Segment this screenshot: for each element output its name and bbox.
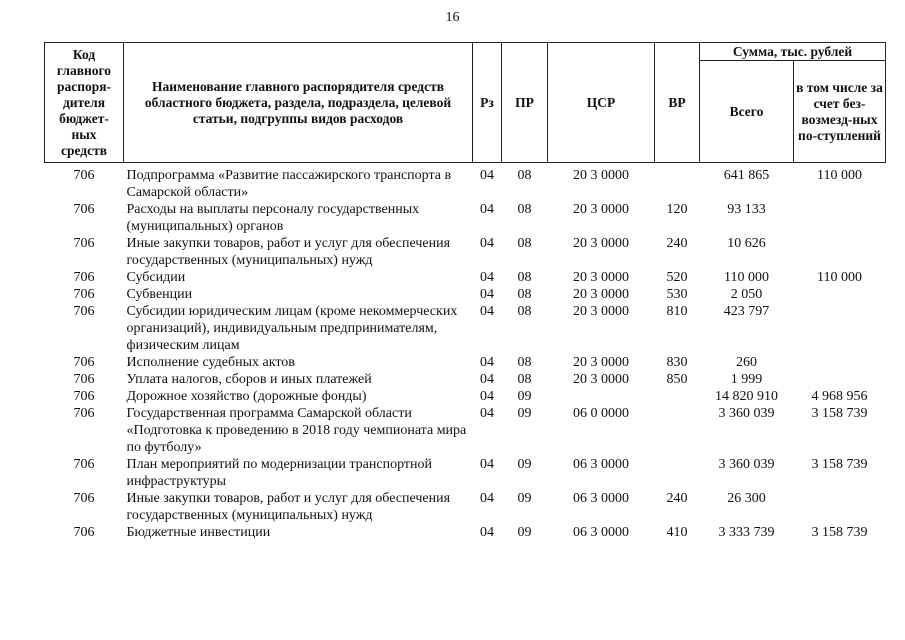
cell-vr: 830 bbox=[666, 355, 688, 370]
cell-name: Бюджетные инвестиции bbox=[126, 525, 271, 540]
cell-total: 423 797 bbox=[723, 304, 770, 319]
cell-vr bbox=[655, 456, 700, 490]
cell-total: 3 360 039 bbox=[718, 457, 775, 472]
cell-pr: 09 bbox=[517, 406, 532, 421]
table-body bbox=[45, 163, 886, 542]
cell-free: 3 158 739 bbox=[811, 406, 868, 421]
header-total: Всего bbox=[700, 61, 794, 163]
cell-code: 706 bbox=[73, 304, 95, 319]
table-row bbox=[45, 388, 886, 405]
cell-code: 706 bbox=[73, 168, 95, 183]
header-name: Наименование главного распорядителя средств областного бюджета, раздела, подраздела, целевой статьи, подгруппы видов расходов bbox=[124, 43, 473, 163]
cell-total: 2 050 bbox=[730, 287, 763, 302]
cell-csr: 20 3 0000 bbox=[573, 372, 629, 387]
cell-code: 706 bbox=[73, 355, 95, 370]
cell-rz: 04 bbox=[480, 491, 494, 506]
cell-rz: 04 bbox=[480, 525, 494, 540]
cell-csr: 06 3 0000 bbox=[573, 457, 629, 472]
cell-vr: 530 bbox=[666, 287, 688, 302]
cell-free bbox=[794, 201, 886, 235]
cell-name: Дорожное хозяйство (дорожные фонды) bbox=[126, 389, 367, 404]
header-sum-group: Сумма, тыс. рублей bbox=[700, 43, 886, 61]
cell-csr: 20 3 0000 bbox=[573, 355, 629, 370]
cell-csr bbox=[548, 388, 655, 405]
cell-free bbox=[794, 286, 886, 303]
cell-pr: 08 bbox=[517, 236, 532, 251]
cell-pr: 09 bbox=[517, 389, 532, 404]
cell-csr: 20 3 0000 bbox=[573, 287, 629, 302]
cell-total: 93 133 bbox=[727, 202, 766, 217]
cell-csr: 06 0 0000 bbox=[573, 406, 629, 421]
cell-csr: 06 3 0000 bbox=[573, 491, 629, 506]
cell-vr bbox=[655, 163, 700, 202]
cell-free: 3 158 739 bbox=[811, 457, 868, 472]
cell-vr: 240 bbox=[666, 491, 688, 506]
cell-name: Подпрограмма «Развитие пассажирского транспорта в Самарской области» bbox=[126, 168, 452, 200]
cell-name: Субсидии юридическим лицам (кроме некоммерческих организаций), индивидуальным предпринимателям, физическим лицам bbox=[126, 304, 458, 353]
cell-code: 706 bbox=[73, 457, 95, 472]
cell-name: Расходы на выплаты персоналу государственных (муниципальных) органов bbox=[126, 202, 420, 234]
cell-total: 3 360 039 bbox=[718, 406, 775, 421]
header-csr: ЦСР bbox=[548, 43, 655, 163]
table-row bbox=[45, 163, 886, 202]
cell-total: 641 865 bbox=[723, 168, 770, 183]
cell-vr bbox=[655, 405, 700, 456]
table-row bbox=[45, 201, 886, 235]
cell-free: 110 000 bbox=[817, 270, 862, 285]
cell-pr: 08 bbox=[517, 202, 532, 217]
header-pr: ПР bbox=[502, 43, 548, 163]
cell-code: 706 bbox=[73, 389, 95, 404]
cell-pr: 08 bbox=[517, 304, 532, 319]
cell-csr: 20 3 0000 bbox=[573, 202, 629, 217]
cell-free bbox=[794, 354, 886, 371]
cell-name: Исполнение судебных актов bbox=[126, 355, 295, 370]
cell-csr: 20 3 0000 bbox=[573, 236, 629, 251]
cell-csr: 20 3 0000 bbox=[573, 270, 629, 285]
cell-name: Субсидии bbox=[126, 270, 186, 285]
table-row bbox=[45, 269, 886, 286]
cell-vr: 240 bbox=[666, 236, 688, 251]
cell-total: 3 333 739 bbox=[718, 525, 775, 540]
cell-rz: 04 bbox=[480, 202, 494, 217]
cell-total: 260 bbox=[736, 355, 757, 370]
cell-rz: 04 bbox=[480, 457, 494, 472]
cell-code: 706 bbox=[73, 270, 95, 285]
cell-csr: 20 3 0000 bbox=[573, 168, 629, 183]
cell-rz: 04 bbox=[480, 270, 494, 285]
table-row bbox=[45, 235, 886, 269]
cell-name: Государственная программа Самарской области «Подготовка к проведению в 2018 году чемпионата мира по футболу» bbox=[126, 406, 467, 455]
page-number: 16 bbox=[445, 10, 460, 25]
budget-table bbox=[44, 42, 886, 541]
cell-rz: 04 bbox=[480, 389, 494, 404]
cell-rz: 04 bbox=[480, 372, 494, 387]
header-rz: Рз bbox=[473, 43, 502, 163]
table-row bbox=[45, 490, 886, 524]
cell-free: 3 158 739 bbox=[811, 525, 868, 540]
cell-pr: 08 bbox=[517, 168, 532, 183]
cell-free bbox=[794, 303, 886, 354]
cell-free bbox=[794, 235, 886, 269]
cell-rz: 04 bbox=[480, 168, 494, 183]
cell-vr: 520 bbox=[666, 270, 688, 285]
cell-vr: 120 bbox=[666, 202, 688, 217]
cell-name: Иные закупки товаров, работ и услуг для обеспечения государственных (муниципальных) нужд bbox=[126, 491, 451, 523]
cell-rz: 04 bbox=[480, 236, 494, 251]
cell-total: 14 820 910 bbox=[715, 389, 778, 404]
cell-rz: 04 bbox=[480, 287, 494, 302]
cell-name: Иные закупки товаров, работ и услуг для обеспечения государственных (муниципальных) нужд bbox=[126, 236, 451, 268]
cell-csr: 06 3 0000 bbox=[573, 525, 629, 540]
cell-free bbox=[794, 371, 886, 388]
cell-free bbox=[794, 490, 886, 524]
table-row bbox=[45, 303, 886, 354]
cell-code: 706 bbox=[73, 202, 95, 217]
cell-csr: 20 3 0000 bbox=[573, 304, 629, 319]
cell-pr: 08 bbox=[517, 270, 532, 285]
header-code: Код главного распоря-дителя бюджет-ных средств bbox=[45, 43, 124, 163]
cell-name: Уплата налогов, сборов и иных платежей bbox=[126, 372, 372, 387]
cell-pr: 08 bbox=[517, 355, 532, 370]
cell-code: 706 bbox=[73, 491, 95, 506]
cell-vr: 810 bbox=[666, 304, 688, 319]
cell-code: 706 bbox=[73, 236, 95, 251]
cell-pr: 08 bbox=[517, 372, 532, 387]
table-header bbox=[45, 43, 886, 163]
table-row bbox=[45, 524, 886, 541]
cell-name: План мероприятий по модернизации транспортной инфраструктуры bbox=[126, 457, 433, 489]
cell-vr: 850 bbox=[666, 372, 688, 387]
cell-code: 706 bbox=[73, 287, 95, 302]
cell-total: 26 300 bbox=[727, 491, 766, 506]
cell-pr: 09 bbox=[517, 491, 532, 506]
cell-free: 110 000 bbox=[817, 168, 862, 183]
cell-rz: 04 bbox=[480, 355, 494, 370]
cell-pr: 09 bbox=[517, 525, 532, 540]
cell-name: Субвенции bbox=[126, 287, 193, 302]
cell-code: 706 bbox=[73, 372, 95, 387]
cell-code: 706 bbox=[73, 406, 95, 421]
table-row bbox=[45, 371, 886, 388]
table-row bbox=[45, 456, 886, 490]
cell-pr: 08 bbox=[517, 287, 532, 302]
cell-code: 706 bbox=[73, 525, 95, 540]
header-free: в том числе за счет без-возмезд-ных по-ступлений bbox=[794, 61, 886, 163]
cell-total: 10 626 bbox=[727, 236, 766, 251]
header-vr: ВР bbox=[655, 43, 700, 163]
cell-vr: 410 bbox=[666, 525, 688, 540]
cell-free: 4 968 956 bbox=[811, 389, 868, 404]
cell-total: 1 999 bbox=[730, 372, 763, 387]
cell-rz: 04 bbox=[480, 304, 494, 319]
cell-rz: 04 bbox=[480, 406, 494, 421]
cell-vr bbox=[655, 388, 700, 405]
table-row bbox=[45, 286, 886, 303]
table-row bbox=[45, 354, 886, 371]
table-row bbox=[45, 405, 886, 456]
cell-pr: 09 bbox=[517, 457, 532, 472]
cell-total: 110 000 bbox=[724, 270, 769, 285]
